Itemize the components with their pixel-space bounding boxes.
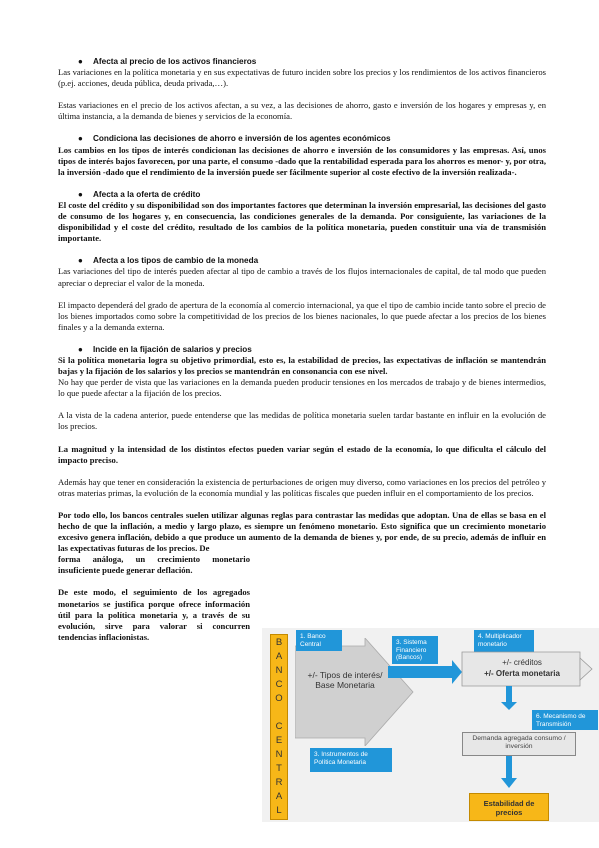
paragraph: Además hay que tener en consideración la existencia de perturbaciones de origen muy diverso, como variaciones en los precios del petróleo y otras materias primas, la evolución de la economía mundial y las políticas fiscales que pueden influir en el comportamiento de los precios. [58,476,546,498]
bullet-icon: ● [78,57,83,66]
demanda-box: Demanda agregada consumo / inversión [462,732,576,756]
banco-letter: A [275,791,283,802]
main-arrow-label: +/- Tipos de interés/ Base Monetaria [307,670,383,690]
paragraph: Las variaciones en la política monetaria y en sus expectativas de futuro inciden sobre los precios y los rendimientos de los activos financieros (p.ej. acciones, deuda pública, deuda privada,…). [58,67,546,89]
instrumentos-box: 3. Instrumentos de Política Monetaria [310,748,392,772]
mecanismo-box: 6. Mecanismo de Transmisión [532,710,598,730]
banco-letter: C [275,721,283,732]
paragraph: No hay que perder de vista que las variaciones en la demanda pueden producir tensiones en los mercados de trabajo y de bienes intermedios, lo que puede afectar a la fijación de los precios. [58,377,546,399]
paragraph: De este modo, el seguimiento de los agregados monetarios se justifica porque ofrece información útil para la política monetaria y, a través de su evolución, sirve para valorar si concurren tendencias inflacionistas. [58,587,250,642]
banco-letter: C [275,679,283,690]
credit-line-1: +/- créditos [502,658,542,667]
monetary-transmission-diagram [262,628,599,822]
bullet-item [58,56,546,67]
bullet-icon: ● [78,344,83,354]
bullet-heading: Condiciona las decisiones de ahorro e inversión de los agentes económicos [93,134,391,144]
banco-letter: R [275,777,283,788]
estabilidad-box: Estabilidad de precios [469,793,549,821]
bullet-icon: ● [78,256,83,266]
credit-line-2: +/- Oferta monetaria [484,669,560,678]
banco-letter: O [275,693,283,704]
document-body [58,56,546,654]
banco-letter: N [275,665,283,676]
banco-letter: A [275,651,283,662]
paragraph: Los cambios en los tipos de interés condicionan las decisiones de ahorro e inversión de los consumidores y las empresas. Así, unos tipos de interés bajos favorecen, por una parte, el consumo -dado que la rentabilidad esperada para los ahorros es menor- y, por otra, la inversión -dado que el rendimiento de la inversión puede ser fácilmente superior al coste efectivo de la inversión realizada-. [58,144,546,177]
bullet-heading: Afecta al precio de los activos financieros [93,57,257,66]
banco-letter: T [276,763,282,774]
paragraph: Si la política monetaria logra su objetivo primordial, esto es, la estabilidad de precios, las expectativas de inflación se mantendrán bajas y la fijación de los salarios y los precios se mantendrán en consonancia con ese nivel. [58,354,546,377]
bullet-icon: ● [78,189,83,199]
paragraph: Las variaciones del tipo de interés pueden afectar al tipo de cambio a través de los flujos internacionales de capital, de tal modo que pueden apreciar o depreciar el valor de la moneda. [58,266,546,288]
banco-letter: N [275,749,283,760]
bullet-heading: Afecta a los tipos de cambio de la moneda [93,256,259,266]
bullet-item [58,344,546,355]
bullet-icon: ● [78,134,83,144]
paragraph: A la vista de la cadena anterior, puede entenderse que las medidas de política monetaria suelen tardar bastante en influir en la evolución de los precios. [58,410,546,432]
banco-letter: B [275,637,283,648]
multiplicador-box: 4. Multiplicador monetario [474,630,534,652]
banco-letter: E [275,735,283,746]
bullet-heading: Incide en la fijación de salarios y precios [93,344,252,354]
bullet-item [58,255,546,266]
bullet-item [58,189,546,200]
bullet-heading: Afecta a la oferta de crédito [93,189,201,199]
banco-central-box: 1. Banco Central [296,630,342,651]
paragraph: El impacto dependerá del grado de apertura de la economía al comercio internacional, ya que el tipo de cambio incide tanto sobre el precio de los bienes importados como sobre la competitividad de los precios de los bienes nacionales, lo que puede afectar a los precios de los bienes finales y a la demanda externa. [58,299,546,332]
paragraph: El coste del crédito y su disponibilidad son dos importantes factores que determinan la inversión empresarial, las decisiones del gasto de consumo de los hogares y, en consecuencia, las condiciones generales de la demanda. Por consiguiente, las variaciones de la disponibilidad y el coste del crédito, resultado de los cambios de la política monetaria, pueden constituir una vía de transmisión importante. [58,199,546,244]
paragraph: forma análoga, un crecimiento monetario insuficiente puede generar deflación. [58,554,250,576]
bullet-item [58,133,546,144]
banco-letter: L [276,805,282,816]
paragraph: Estas variaciones en el precio de los activos afectan, a su vez, a las decisiones de ahorro, gasto e inversión de los hogares y empresas y, en última instancia, a la demanda de bienes y servicios de la economía. [58,100,546,122]
paragraph: La magnitud y la intensidad de los distintos efectos pueden variar según el estado de la economía, lo que dificulta el cálculo del impacto preciso. [58,443,546,465]
paragraph: Por todo ello, los bancos centrales suelen utilizar algunas reglas para contrastar las medidas que adoptan. Una de ellas se basa en el hecho de que la inflación, a medio y largo plazo, es siempre un fenómeno monetario. Esto significa que un crecimiento monetario excesivo genera inflación, debido a que produce un aumento de la demanda de bienes y, por ende, de su precio, además de influir en las expectativas futuras de los precios. De [58,509,546,554]
sistema-financiero-box: 3. Sistema Financiero (Bancos) [392,636,438,664]
